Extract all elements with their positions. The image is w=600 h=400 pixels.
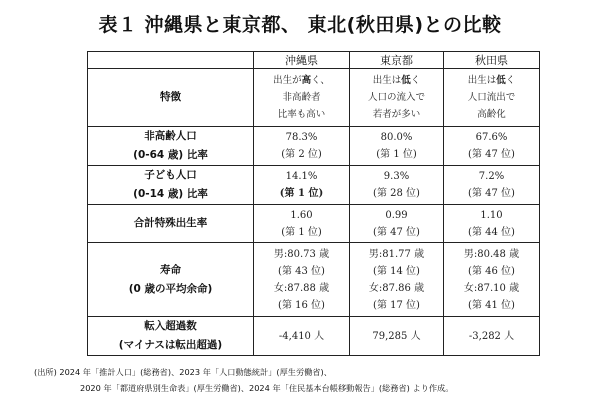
cell-akita-features: 出生は低く 人口流出で 高齢化 — [444, 69, 540, 127]
cell-okinawa-nonelderly: 78.3% (第 2 位) — [254, 127, 350, 166]
source-line-1: (出所) 2024 年「推計人口」(総務省)、2023 年「人口動態統計」(厚生労働省)、 — [34, 367, 332, 377]
row-label-child-ratio: 子ども人口 (0-14 歳) 比率 — [88, 166, 254, 205]
cell-akita-fertility: 1.10 (第 44 位) — [444, 205, 540, 243]
cell-tokyo-nonelderly: 80.0% (第 1 位) — [350, 127, 444, 166]
cell-akita-nonelderly: 67.6% (第 47 位) — [444, 127, 540, 166]
row-label-nonelderly-ratio: 非高齢人口 (0-64 歳) 比率 — [88, 127, 254, 166]
cell-tokyo-migration: 79,285 人 — [350, 317, 444, 356]
row-label-net-migration: 転入超過数 (マイナスは転出超過) — [88, 317, 254, 356]
cell-akita-life: 男:80.48 歳 (第 46 位) 女:87.10 歳 (第 41 位) — [444, 243, 540, 317]
cell-tokyo-life: 男:81.77 歳 (第 14 位) 女:87.86 歳 (第 17 位) — [350, 243, 444, 317]
row-label-life-expectancy: 寿命 (0 歳の平均余命) — [88, 243, 254, 317]
cell-okinawa-fertility: 1.60 (第 1 位) — [254, 205, 350, 243]
table-row-child-ratio — [88, 166, 540, 205]
cell-akita-child: 7.2% (第 47 位) — [444, 166, 540, 205]
cell-akita-migration: -3,282 人 — [444, 317, 540, 356]
cell-tokyo-fertility: 0.99 (第 47 位) — [350, 205, 444, 243]
cell-okinawa-life: 男:80.73 歳 (第 43 位) 女:87.88 歳 (第 16 位) — [254, 243, 350, 317]
cell-tokyo-child: 9.3% (第 28 位) — [350, 166, 444, 205]
page-title: 表１ 沖縄県と東京都、 東北(秋田県)との比較 — [98, 14, 502, 36]
source-note — [34, 364, 453, 396]
header-akita: 秋田県 — [444, 52, 540, 69]
header-tokyo: 東京都 — [350, 52, 444, 69]
row-label-fertility-rate: 合計特殊出生率 — [88, 205, 254, 243]
table-row-fertility-rate — [88, 205, 540, 243]
cell-okinawa-features: 出生が高く、 非高齢者 比率も高い — [254, 69, 350, 127]
table-row-life-expectancy — [88, 243, 540, 317]
header-blank-cell — [88, 52, 254, 69]
table-row-features — [88, 69, 540, 127]
header-okinawa: 沖縄県 — [254, 52, 350, 69]
source-line-2: 2020 年「都道府県別生命表」(厚生労働省)、2024 年「住民基本台帳移動報告」(総務省) より作成。 — [80, 383, 454, 393]
cell-okinawa-child: 14.1% (第 1 位) — [254, 166, 350, 205]
row-label-features: 特徴 — [88, 69, 254, 127]
highlight-high: 高 — [301, 75, 312, 86]
table-row-nonelderly-ratio — [88, 127, 540, 166]
highlight-low: 低 — [401, 75, 411, 86]
highlight-low: 低 — [496, 75, 506, 86]
header-row — [88, 52, 540, 69]
table-row-net-migration — [88, 317, 540, 356]
cell-tokyo-features: 出生は低く 人口の流入で 若者が多い — [350, 69, 444, 127]
comparison-table — [87, 51, 540, 356]
cell-okinawa-migration: -4,410 人 — [254, 317, 350, 356]
